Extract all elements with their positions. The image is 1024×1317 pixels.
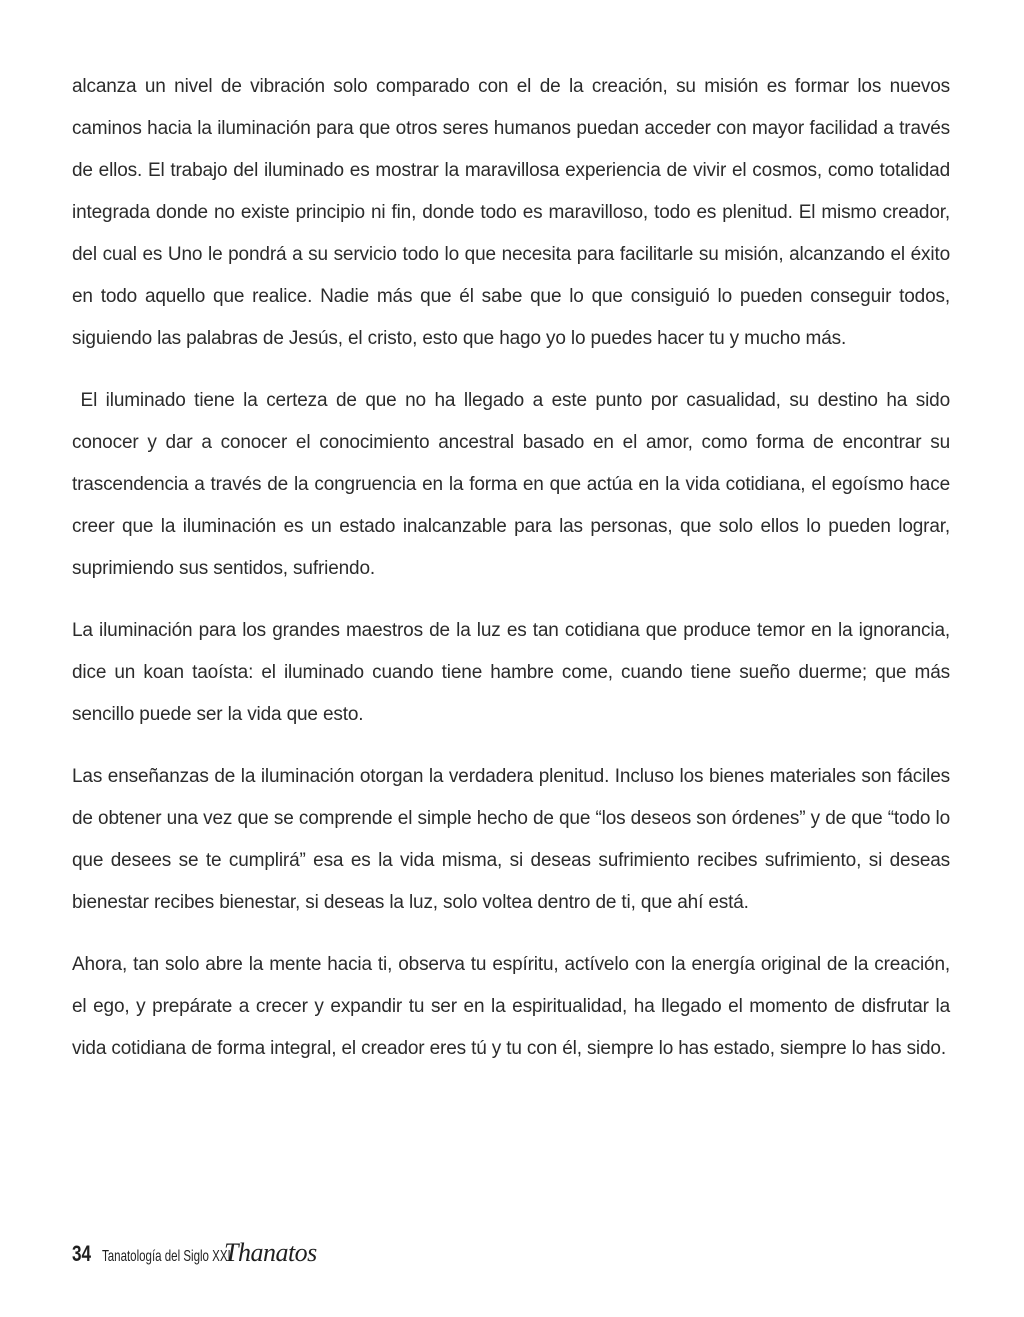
paragraph-1: alcanza un nivel de vibración solo comparado con el de la creación, su misión es formar los nuevos caminos hacia la iluminación para que otros seres humanos puedan acceder con mayor facilidad a través de ellos. El trabajo del iluminado es mostrar la maravillosa experiencia de vivir el cosmos, como totalidad integrada donde no existe principio ni fin, donde todo es maravilloso, todo es plenitud. El mismo creador, del cual es Uno le pondrá a su servicio todo lo que necesita para facilitarle su misión, alcanzando el éxito en todo aquello que realice. Nadie más que él sabe que lo que consiguió lo pueden conseguir todos, siguiendo las palabras de Jesús, el cristo, esto que hago yo lo puedes hacer tu y mucho más.: [72, 76, 950, 349]
page-body: [72, 66, 956, 1090]
page-number: 34: [72, 1241, 92, 1266]
page-footer: [72, 1238, 317, 1278]
paragraph-2: El iluminado tiene la certeza de que no ha llegado a este punto por casualidad, su destino ha sido conocer y dar a conocer el conocimiento ancestral basado en el amor, como forma de encontrar su trascendencia a través de la congruencia en la forma en que actúa en la vida cotidiana, el egoísmo hace creer que la iluminación es un estado inalcanzable para las personas, que solo ellos lo pueden lograr, suprimiendo sus sentidos, sufriendo.: [72, 390, 956, 579]
publication-title: Tanatología del Siglo XXI: [102, 1248, 231, 1265]
paragraph-5: Ahora, tan solo abre la mente hacia ti, observa tu espíritu, actívelo con la energía original de la creación, el ego, y prepárate a crecer y expandir tu ser en la espiritualidad, ha llegado el momento de disfrutar la vida cotidiana de forma integral, el creador eres tú y tu con él, siempre lo has estado, siempre lo has sido.: [72, 954, 950, 1059]
paragraph-4: Las enseñanzas de la iluminación otorgan la verdadera plenitud. Incluso los bienes materiales son fáciles de obtener una vez que se comprende el simple hecho de que “los deseos son órdenes” y de que “todo lo que desees se te cumplirá” esa es la vida misma, si deseas sufrimiento recibes sufrimiento, si deseas bienestar recibes bienestar, si deseas la luz, solo voltea dentro de ti, que ahí está.: [72, 766, 950, 913]
paragraph-3: La iluminación para los grandes maestros de la luz es tan cotidiana que produce temor en la ignorancia, dice un koan taoísta: el iluminado cuando tiene hambre come, cuando tiene sueño duerme; que más sencillo puede ser la vida que esto.: [72, 620, 950, 725]
thanatos-logo: Thanatos: [224, 1238, 317, 1267]
